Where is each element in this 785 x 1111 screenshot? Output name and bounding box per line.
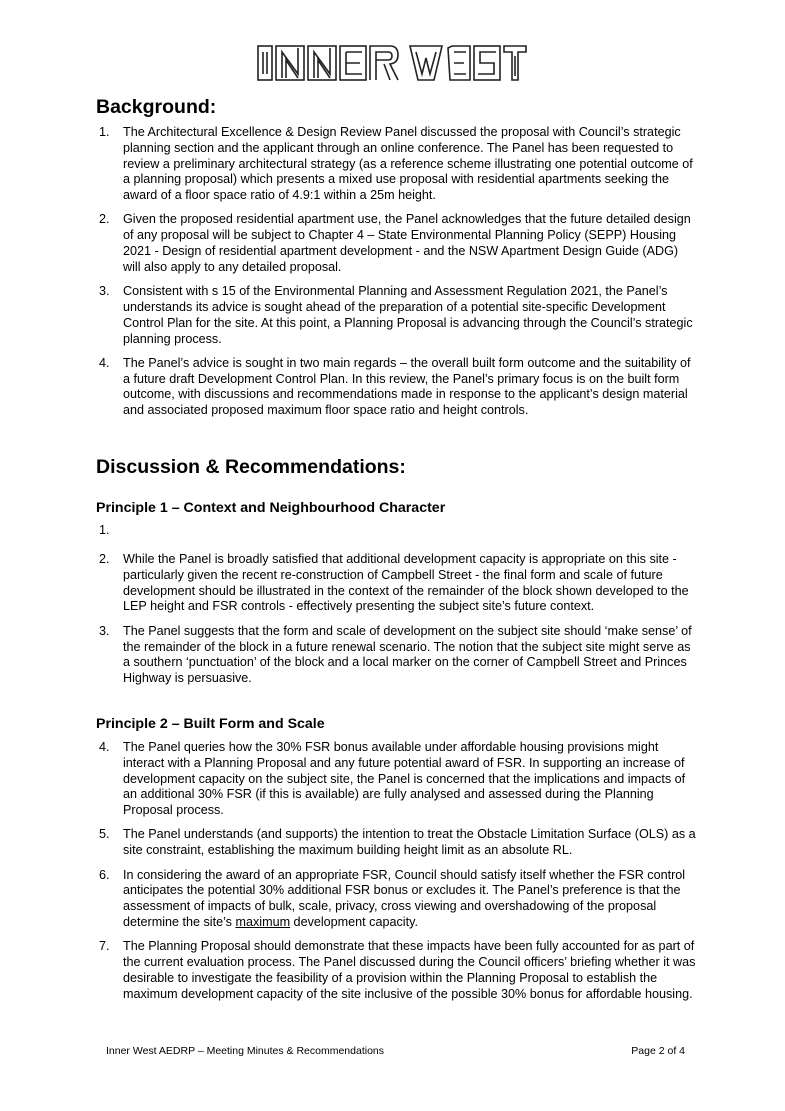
list-item: 2. Given the proposed residential apartment use, the Panel acknowledges that the future detailed design of any proposal will be subject to Chapter 4 – State Environmental Planning Policy (SEPP) Housing 2021 - Design of residential apartment development - and the NSW Apartment Design Guide (ADG) will also apply to any detailed proposal.	[99, 212, 691, 274]
list-item: 4. The Panel queries how the 30% FSR bonus available under affordable housing provisions might interact with a Planning Proposal and any future potential award of FSR. In supporting an increase of development capacity on the subject site, the Panel is concerned that the implications and impacts of an additional 30% FSR (if this is available) are fully analysed and assessed during the Planning Proposal process.	[99, 740, 686, 818]
principle-2-heading: Principle 2 – Built Form and Scale	[96, 716, 325, 732]
discussion-heading: Discussion & Recommendations:	[96, 456, 406, 478]
list-item: 5. The Panel understands (and supports) the intention to treat the Obstacle Limitation Surface (OLS) as a site constraint, establishing the maximum building height limit as an absolute RL.	[99, 827, 696, 858]
principle-2-list	[96, 740, 696, 1011]
list-item: 3. Consistent with s 15 of the Environmental Planning and Assessment Regulation 2021, the Panel’s understands its advice is sought ahead of the preparation of a potential site-specific Development Control Plan for the site. At this point, a Planning Proposal is advancing through the Council’s strategic planning process.	[99, 284, 693, 346]
list-item: 6. In considering the award of an appropriate FSR, Council should satisfy itself whether the FSR control anticipates the potential 30% additional FSR bonus or excludes it. The Panel’s preference is that the assessment of impacts of bulk, scale, privacy, cross viewing and overshadowing of the proposal determine the site’s maximum development capacity.	[99, 867, 686, 929]
list-item: 7. The Planning Proposal should demonstrate that these impacts have been fully accounted for as part of the current evaluation process. The Panel discussed during the Council officers’ briefing whether it was desirable to investigate the feasibility of a provision within the Planning Proposal to establish the maximum development capacity of the site inclusive of the possible 30% bonus for affordable housing.	[99, 939, 696, 1001]
footer-page-number: Page 2 of 4	[631, 1045, 685, 1057]
principle-1-heading: Principle 1 – Context and Neighbourhood Character	[96, 500, 446, 516]
list-item: 2. While the Panel is broadly satisfied that additional development capacity is appropriate on this site - particularly given the recent re-construction of Campbell Street - the final form and scale of future development should be illustrated in the context of the remainder of the block shown developed to the LEP height and FSR controls - effectively presenting the subject site’s future context.	[99, 552, 689, 614]
background-heading: Background:	[96, 96, 217, 118]
footer-document-title: Inner West AEDRP – Meeting Minutes & Recommendations	[106, 1045, 384, 1057]
list-item: 1. The Architectural Excellence & Design Review Panel discussed the proposal with Council’s strategic planning section and the applicant through an online conference. The Panel has been requested to review a preliminary architectural strategy (as a reference scheme illustrating one potential outcome of a planning proposal) which presents a mixed use proposal with residential apartments seeking the award of a floor space ratio of 4.9:1 within a 25m height.	[99, 125, 693, 203]
list-item: 3. The Panel suggests that the form and scale of development on the subject site should ‘make sense’ of the remainder of the block in a future renewal scenario. The notion that the subject site might serve as a southern ‘punctuation’ of the block and a local marker on the corner of Campbell Street and Princes Highway is persuasive.	[99, 623, 692, 686]
principle-1-list	[96, 523, 696, 695]
list-item: 1.	[99, 523, 110, 537]
list-item: 4. The Panel’s advice is sought in two main regards – the overall built form outcome and the suitability of a future draft Development Control Plan. In this review, the Panel’s primary focus is on the built form outcome, with discussions and recommendations made in response to the applicant’s design material and associated proposed maximum floor space ratio and height controls.	[99, 355, 691, 418]
background-list	[96, 125, 696, 428]
inner-west-logo	[256, 44, 528, 82]
underlined-emphasis: maximum	[235, 914, 291, 929]
